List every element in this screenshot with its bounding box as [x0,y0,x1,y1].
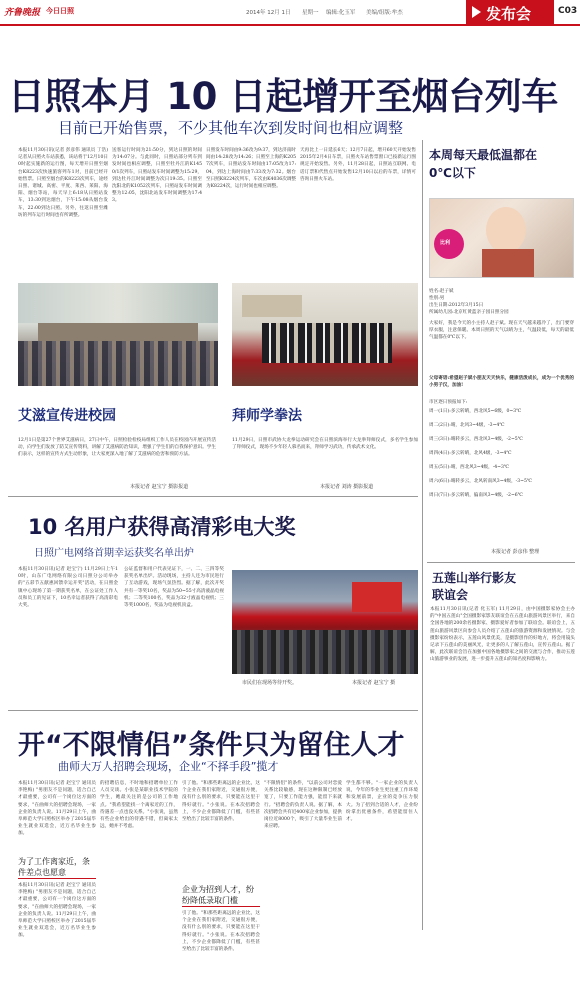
story2-subhead: 日照广电网络首期幸运获奖名单出炉 [34,548,194,559]
story3-headline: 开“不限情侣”条件只为留住人才 [18,730,405,761]
kid-photo-label: 比利 [440,240,451,246]
kungfu-photo [232,283,418,386]
story3-col-5: 学生都不够。"一家企业的负责人说，今年的毕业生更注重工作环境和发展前景，企业的竞争压力很大。为了招到合适的人才，企业纷纷拿出优惠条件，希望能留住人才。 [346,781,418,823]
section-tag [466,0,554,24]
forecast-day: 周三(3日):晴转多云，西北风3~4级，-2~5℃ [429,437,523,442]
kid-gender: 性别:男 [429,296,445,301]
parent-message: 父母寄语:希望赵子斌小朋友天天快乐，健康活泼成长，成为一个优秀的小男子汉，加油! [429,376,574,389]
campus-photo [18,283,218,386]
paper-logo: 齐鲁晚报 [4,8,41,18]
date-line: 2014年 12月 1日 [246,10,291,16]
story3-subhead: 曲师大万人招聘会现场，企业“不择手段”揽才 [58,760,279,773]
kid-photo [429,198,574,278]
forecast-list [429,408,574,506]
lead-headline: 日照本月 10 日起增开至烟台列车 [8,75,558,118]
page-number: C03 [558,6,578,16]
story3-col-1: 本报11月30日讯(记者 赵宝宁 通讯员 李艳梅) "男朋友不是问题，适合自己才最重要，公司有一个岗位这方面的要求，"在曲师大的招聘会现场，一家企业的负责人说。11月29日上午，曲阜师范大学日照校区举办了2015届毕业生就业双选会，近万名毕业生参加。 [18,781,96,837]
kid-name: 姓名:赵子斌 [429,289,454,294]
photo1-credit: 本报记者 赵宝宁 摄影报道 [130,484,189,490]
vertical-divider [422,140,423,930]
pullquote-1-text: 为了工作离家近，条件差点也愿意 [18,857,90,877]
weather-headline: 本周每天最低温都在0℃以下 [429,148,538,180]
lead-subhead: 目前已开始售票，不少其他车次到发时间也相应调整 [58,119,404,137]
lottery-photo [232,570,418,674]
forecast-title: 市区逐日预报如下: [429,400,468,405]
weather-box [427,140,575,560]
story2-headline: 10 名用户获得高清彩电大奖 [28,515,296,539]
forecast-day: 周一(1日):多云转晴，西北风5~6级，0~3℃ [429,409,522,414]
weather-credit: 本报记者 彭彦伟 整理 [491,549,540,555]
lead-col-1: 本报11月30日讯(记者 彭彦伟 通讯员 丁浩) 记者从日照火车站获悉，该站将于12月10日0时起实施新的运行图，每天增开日照至烟台K8223次快速旅客列车1对，目前已经开始售票。日照至烟台的K8223次列车，途经日照、诸城、高密、平度、莱西、莱阳、海阳、烟台等站，每天早上6:18从日照站发车，13:30到达烟台，下午15:08从烟台发车，22:00到达日照。另外，往返日照至潍坊的列车运行时间也有所调整。 [18,148,108,218]
story2-col-2: 公证监督和用户代表见证下，一、二、三四等奖获奖名单出炉。活动现场，主持人还为市民进行了互动游戏，现场气氛热烈。据了解，此次开奖共有一等奖10名，奖品为50~55寸高清液晶电视机；二等奖100名，奖品为32寸液晶电视机；三等奖1000名，奖品为电视机顶盒。 [124,567,224,609]
designer: 美编/组版:牟杰 [366,10,403,16]
photo1-title: 艾滋宣传进校园 [18,408,116,424]
story3-col-3: 引了他。"和那些距离远的企业比，这个企业在我们家附近，交通很方便，没有什么别的要求，只要能在这里干得好就行。"小张说。在本次招聘会上，不少企业都降低了门槛，有些甚至给出了比较丰富的条件。 [182,781,260,823]
forecast-day: 周五(5日):晴，西北风3~4级，-4~3℃ [429,465,510,470]
lead-col-3: 日照发车时间由9:36改为9:37，到达济南时间由14:28改为14:26；日照至上海的K2057次列车，日照站发车时间由17:05改为17:04，到达上海时间由7:33改为7:32。烟台至日照K8224次列车，车次由K4036次调整为K8224次，运行时间也相应调整。 [206,148,296,190]
section-name: 今日日照 [46,7,74,15]
masthead [0,0,580,24]
story3-col-1b: 本报11月30日讯(记者 赵宝宁 通讯员 李艳梅) "男朋友不是问题，适合自己才最重要，公司有一个岗位这方面的要求，"在曲师大的招聘会现场，一家企业的负责人说。11月29日上午，曲阜师范大学日照校区举办了2015届毕业生就业双选会，近万名毕业生参加。 [18,883,96,939]
forecast-day: 周六(6日):晴转多云，北风转南风3~4级，-3~5℃ [429,479,533,484]
forecast-day: 周日(7日):多云转晴，偏南风3~4级，-2~6℃ [429,493,523,498]
right-rule [427,562,575,563]
photo2-credit: 本报记者 刘涛 摄影报道 [320,484,374,490]
pullquote-1 [18,856,96,879]
kid-photo-label-badge [434,229,464,259]
story2-col-1: 本报11月30日讯(记者 赵宝宁) 11月29日上午10时，山东广电网络有限公司日照分公司举办的"五彩节五献惠回馈幸运开奖"活动，在日照金镇中心现场了第一期获奖名单，在公证处工作人员和员工的见证下，10名幸运者获得了高清彩电大奖。 [18,567,118,609]
forecast-day: 周四(4日):多云转晴，北风4级，-3~4℃ [429,451,512,456]
story3-col-2: 的招聘信息，不时地和招聘单位工作人员交谈。小张是某职业技术学院的学生，她最关注的是公司的工作地点。"我希望能找一个离家近的工作，待遇差一点也没关系。"小张说，虽然有些企业给出的待遇不错，但离家太远，她并不考虑。 [100,781,178,830]
section-rule-2 [8,710,418,711]
sidebar-body: 本报11月30日讯(记者 化玉军) 11月29日，由中国摄影家协会主办的"中国五莲山"全国摄影家影友联谊会在五莲山旅游风景区举行，来自全国各地的200余名摄影家、摄影爱好者参加了联谊会。联谊会上，五莲山旅游风景区向参会人员介绍了五莲山的旅游资源和发展情况。与会摄影家纷纷表示，五莲山风景优美，是摄影创作的好地方，将会用镜头记录下五莲山的美丽风光，让更多的人了解五莲山，宣传五莲山。据了解，此次联谊会旨在加强中国各地摄影家之间的交流与合作，推动五莲山旅游事业的发展，进一步提升五莲山的知名度和影响力。 [430,607,575,663]
story2-photo-credit: 本报记者 赵宝宁 摄 [352,680,396,686]
kid-school: 所属幼儿园:北京红黄蓝亲子园日照分园 [429,310,509,315]
section-tag-text: 发布会 [486,5,532,23]
story3-col-4: "不限情侣"的条件，"以前公司对恋爱关系比较敏感，现在这种限制已经放宽了，只要工作能力强，能留下来就行。"招聘会的负责人说。据了解，本次招聘会共有近400家企业参加，提供岗位近8000个，吸引了大量毕业生前来应聘。 [264,781,342,830]
lead-col-2: 送客运行时间为21:50分，到达日照的时间为14:07分。与此同时，日照站部分列车到发时间也相应调整，日照至牡丹江的K1450/1次列车，日照站发车时间调整为15:29，到达牡丹江时间调整为次日19:35。日照至沈阳北的K1052次列车，日照站发车时间调整为12:05，沈阳北站发车时间调整为17:43。 [112,148,202,204]
weekday: 星期一 [302,10,319,16]
kid-intro: 大家好，我是今天的小主持人赵子斌。现在天气越来越冷了，出门要穿厚衣服，注意保暖。本周日照的天气以晴为主，气温较低，每天的最低气温都在0℃以下。 [429,321,574,341]
pullquote-2-text: 企业为招到人才，纷纷降低录取门槛 [182,885,254,905]
section-rule-1 [8,496,418,497]
editor: 编辑:化玉军 [326,10,356,16]
photo2-title: 拜师学拳法 [232,408,302,424]
forecast-day: 周二(2日):晴，北风3~4级，-3~4℃ [429,423,505,428]
lead-col-4: 天再比上一日延长6天；12月7日起，增开60天开始发售2015年2月4日车票，日照火车站售票窗口已按新运行图规定开始发售。另外，11月28日起，日照站互联网、电话订票和代售点开始发售12月10日以后的车票，详情可咨询日照火车站。 [300,148,416,182]
photo2-body: 11月29日，日照市武协大龙拳运动研究会在日照滨海举行大龙拳拜师仪式，多名学生参加了拜师仪式，现场不少年轻人慕名而来，拜师学习武功，传承武术文化。 [232,438,418,451]
masthead-rule [0,24,580,26]
story3-col-3b: 引了他。"和那些距离远的企业比，这个企业在我们家附近，交通很方便，没有什么别的要求，只要能在这里干得好就行。"小张说。在本次招聘会上，不少企业都降低了门槛，有些甚至给出了比较丰富的条件。 [182,911,260,953]
photo1-body: 12月1日是第27个世界艾滋病日，27日中午，日照检验检疫局组织工作人员在校园内开展宣传活动，向学生们发放了防艾宣传资料，讲解了艾滋病防治知识，增强了学生们的自我保护意识。学生们表示，这样的宣传方式生动形象，让大家更深入地了解了艾滋病的危害和预防方法。 [18,438,216,458]
story2-photo-caption: 市民们在现场等待开奖。 [242,680,298,686]
pullquote-2 [182,884,260,907]
kid-birth: 出生日期:2012年3月15日 [429,303,484,308]
tag-arrow-icon [472,6,481,18]
sidebar-headline: 五莲山举行影友联谊会 [432,571,517,602]
